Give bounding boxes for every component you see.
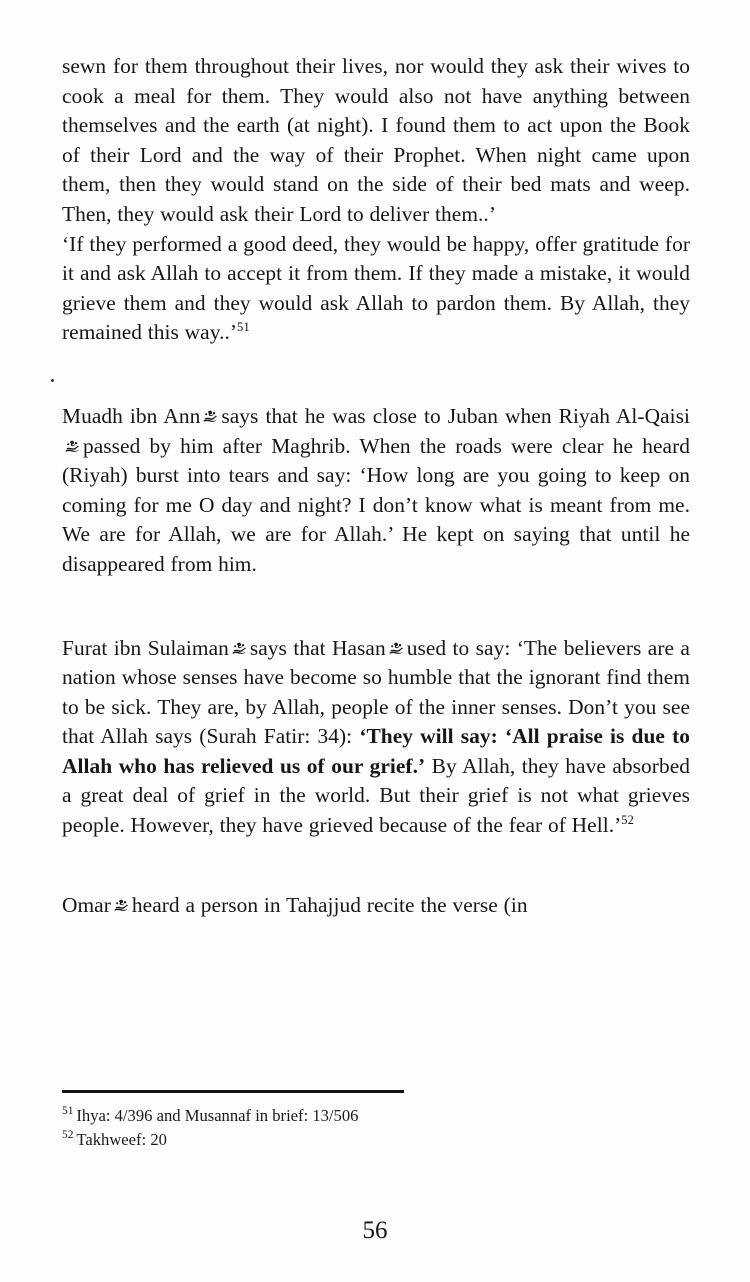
paragraph-5 (62, 891, 690, 921)
footnote-52-text: Takhweef: 20 (76, 1130, 167, 1149)
footnote-51-marker: 51 (62, 1105, 74, 1118)
scan-artifact-speck (51, 379, 54, 382)
radiyallahu-anhu-ornament-icon (113, 898, 130, 913)
paragraph-gap-4 (62, 841, 690, 891)
footnote-52-marker: 52 (62, 1129, 74, 1142)
paragraph-3-lead: Muadh ibn Ann (62, 403, 201, 428)
footnote-separator-rule (62, 1090, 404, 1093)
radiyallahu-anhu-ornament-icon (231, 641, 248, 656)
radiyallahu-anhu-ornament-icon (64, 439, 81, 454)
footnotes-section (62, 1104, 682, 1152)
paragraph-4-text-after-quote: By Allah, they have absorbed a great deal of grief in the world. But their grief is not what grieves people. However, they have grieved because of the fear of Hell.’ (62, 753, 690, 838)
paragraph-5-tail: heard a person in Tahajjud recite the verse (in (131, 892, 528, 917)
footnote-51 (62, 1104, 682, 1128)
page-number: 56 (362, 1217, 388, 1244)
body-text-column (62, 52, 690, 920)
paragraph-gap-2 (62, 348, 690, 402)
footnote-52 (62, 1128, 682, 1152)
footnote-51-text: Ihya: 4/396 and Musannaf in brief: 13/506 (76, 1106, 359, 1125)
radiyallahu-anhu-ornament-icon (202, 409, 219, 424)
paragraph-3-tail: passed by him after Maghrib. When the roads were clear he heard (Riyah) burst into tears and say: ‘How long are you going to keep on coming for me O day and night? I don’t know what is meant from me. We are for Allah, we are for Allah.’ He kept on saying that until he disappeared from him. (62, 433, 690, 576)
footnote-ref-52[interactable]: 52 (621, 812, 635, 827)
paragraph-2 (62, 230, 690, 348)
paragraph-2-text: ‘If they performed a good deed, they would be happy, offer gratitude for it and ask Allah to accept it from them. If they made a mistake, it would grieve them and they would ask Allah to pardon them. By Allah, they remained this way..’ (62, 231, 690, 345)
paragraph-5-lead: Omar (62, 892, 111, 917)
paragraph-4 (62, 634, 690, 841)
paragraph-1 (62, 52, 690, 230)
paragraph-3 (62, 402, 690, 580)
paragraph-gap-3 (62, 580, 690, 634)
paragraph-3-mid: says that he was close to Juban when Riyah Al-Qaisi (221, 403, 690, 428)
paragraph-4-mid: says that Hasan (249, 635, 386, 660)
footnote-ref-51[interactable]: 51 (237, 320, 250, 335)
paragraph-1-text: sewn for them throughout their lives, nor would they ask their wives to cook a meal for them. They would also not have anything between themselves and the earth (at night). I found them to act upon the Book of their Lord and the way of their Prophet. When night came upon them, then they would stand on the side of their bed mats and weep. Then, they would ask their Lord to deliver them..’ (62, 54, 690, 226)
paragraph-4-lead: Furat ibn Sulaiman (62, 635, 229, 660)
radiyallahu-anhu-ornament-icon (388, 641, 405, 656)
quran-quote-bold: ‘They will say: ‘All praise is due to Allah who has relieved us of our grief.’ (62, 724, 690, 778)
paragraph-4-text-before-quote: used to say: ‘The believers are a nation whose senses have become so humble that the ignorant find them to be sick. They are, by Allah, people of the inner senses. Don’t you see that Allah says (Surah Fatir: 34): (62, 635, 690, 749)
